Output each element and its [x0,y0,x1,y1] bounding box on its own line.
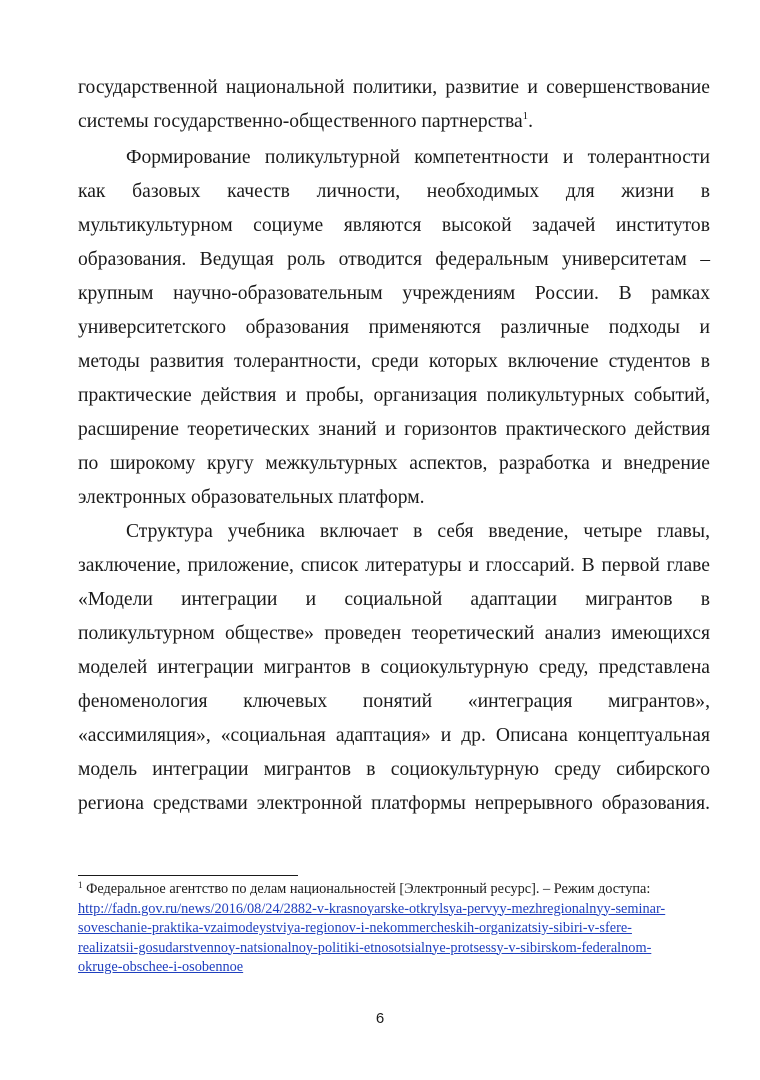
text-line: расширение теоретических знаний и горизонтов практического действия [78,419,710,440]
footnote-link[interactable]: okruge-obschee-i-osobennoe [78,959,244,975]
text-line: как базовых качеств личности, необходимых для жизни в [78,181,710,202]
footnote-text-line: $^1$ Федеральное агентство по делам национальностей [Электронный ресурс]. – Режим доступа: [78,880,651,897]
paragraph-3 [78,515,710,821]
text-line: моделей интеграции мигрантов в социокультурную среду, представлена [78,657,710,678]
text-line: электронных образовательных платформ. [78,487,425,508]
text-line: поликультурном обществе» проведен теоретический анализ имеющихся [78,623,710,644]
text-line: «ассимиляция», «социальная адаптация» и др. Описана концептуальная [78,725,710,746]
text-line: заключение, приложение, список литературы и глоссарий. В первой главе [78,555,710,576]
text-line: мультикультурном социуме являются высокой задачей институтов [78,215,710,236]
text-line: модель интеграции мигрантов в социокультурную среду сибирского [78,759,710,780]
text-line: Структура учебника включает в себя введение, четыре главы, [126,521,710,542]
text-line: по широкому кругу межкультурных аспектов, разработка и внедрение [78,453,710,474]
footnote-reference[interactable]: 1 [522,110,529,122]
text-line: крупным научно-образовательным учреждениям России. В рамках [78,283,710,304]
text-line: феноменология ключевых понятий «интеграция мигрантов», [78,691,710,712]
footnote-link[interactable]: realizatsii-gosudarstvennoy-natsionalnoy-politiki-etnosotsialnye-protsessy-v-sibirskom-federalnom- [78,939,652,956]
paragraph-2 [78,141,710,515]
text-line: Формирование поликультурной компетентности и толерантности [126,147,710,168]
footnote-separator [78,875,298,876]
text-line: государственной национальной политики, развитие и совершенствование [78,77,710,98]
paragraph-1 [78,71,710,139]
footnote-link[interactable]: soveschanie-praktika-vzaimodeystviya-regionov-i-nekommercheskih-organizatsiy-sibiri-v-sfere- [78,920,632,936]
footnote-number: 1 [78,880,83,890]
text-line: практические действия и пробы, организация поликультурных событий, [78,385,710,406]
text-line: региона средствами электронной платформы непрерывного образования. [78,793,710,814]
text-line: университетского образования применяются различные подходы и [78,317,710,338]
page-number: 6 [375,1010,385,1027]
footnote-link[interactable]: http://fadn.gov.ru/news/2016/08/24/2882-v-krasnoyarske-otkrylsya-pervyy-mezhregionalnyy-seminar- [78,900,666,917]
text-line: методы развития толерантности, среди которых включение студентов в [78,351,710,372]
text-line: «Модели интеграции и социальной адаптации мигрантов в [78,589,710,610]
text-line: образования. Ведущая роль отводится федеральным университетам – [78,249,710,270]
text-line: системы государственно-общественного партнерства$^1$. [78,110,534,132]
footnote [78,880,718,978]
